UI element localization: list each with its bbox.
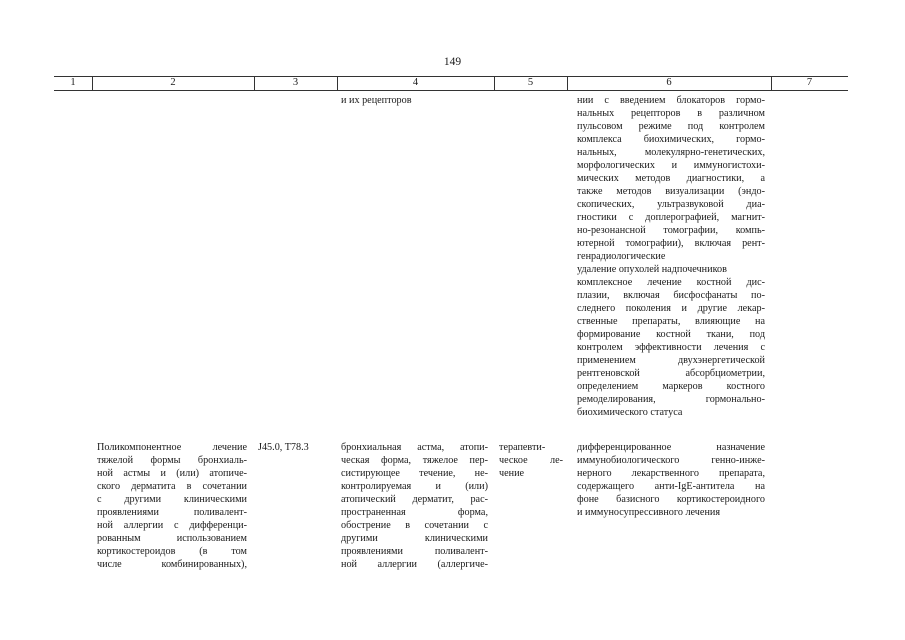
text-line: контролем эффективности лечения с	[577, 342, 765, 353]
text-line: ского дерматита в сочетании	[97, 481, 247, 492]
text-line: Поликомпонентное лечение	[97, 442, 247, 453]
text-line: рентгеновской абсорбциометрии,	[577, 368, 765, 379]
column-number-7: 7	[806, 77, 813, 88]
text-line: атопический дерматит, рас-	[341, 494, 488, 505]
text-line: контролируемая и (или)	[341, 481, 488, 492]
text-line: другими клиническими	[341, 533, 488, 544]
text-line: ственные препараты, влияющие на	[577, 316, 765, 327]
text-line: генрадиологические	[577, 251, 666, 262]
text-line: фоне базисного кортикостероидного	[577, 494, 765, 505]
text-line: ческая форма, тяжелое пер-	[341, 455, 488, 466]
text-line: и иммуносупрессивного лечения	[577, 507, 721, 518]
text-line: содержащего анти-IgE-антитела на	[577, 481, 765, 492]
text-line: формирование костной ткани, под	[577, 329, 765, 340]
text-line: кортикостероидов (в том	[97, 546, 247, 557]
text-line: терапевти-	[499, 442, 546, 453]
text-line: гностики с доплерографией, магнит-	[577, 212, 765, 223]
row2-col5-text	[499, 441, 563, 480]
text-line: иммунобиологического генно-инже-	[577, 455, 765, 466]
text-line: ремоделирования, гормонально-	[577, 394, 765, 405]
row1-col4-text	[341, 94, 491, 107]
text-line: ной аллергии (аллергиче-	[341, 559, 488, 570]
row2-col3-text	[258, 441, 336, 454]
text-line: нальных рецепторов в различном	[577, 108, 765, 119]
text-line: обострение в сочетании с	[341, 520, 488, 531]
column-number-4: 4	[412, 77, 419, 88]
text-line: также методов визуализации (эндо-	[577, 186, 765, 197]
page-number: 149	[443, 56, 462, 68]
text-line: пульсовом режиме под контролем	[577, 121, 765, 132]
text-line: биохимического статуса	[577, 407, 683, 418]
text-line: но-резонансной томографии, компь-	[577, 225, 765, 236]
text-line: определением маркеров костного	[577, 381, 765, 392]
text-line: проявлениями поливалент-	[97, 507, 247, 518]
text-line: систирующее течение, не-	[341, 468, 488, 479]
text-line: мических методов диагностики, а	[577, 173, 765, 184]
text-line: следнего поколения и другие лекар-	[577, 303, 765, 314]
text-line: морфологических и иммуногистохи-	[577, 160, 765, 171]
column-number-5: 5	[527, 77, 534, 88]
text-line: удаление опухолей надпочечников	[577, 264, 727, 275]
column-number-1: 1	[70, 77, 76, 88]
text-line: дифференцированное назначение	[577, 442, 765, 453]
text-line: ютерной томографии), включая рент-	[577, 238, 765, 249]
text-line: чение	[499, 468, 525, 479]
text-line: пространенная форма,	[341, 507, 488, 518]
text-line: и их рецепторов	[341, 95, 412, 106]
text-line: рованным использованием	[97, 533, 247, 544]
row1-col6-text	[577, 94, 765, 419]
icd-codes: J45.0, T78.3	[258, 442, 309, 453]
column-number-6: 6	[666, 77, 672, 88]
text-line: нерного лекарственного препарата,	[577, 468, 765, 479]
text-line: тяжелой формы бронхиаль-	[97, 455, 247, 466]
row2-col4-text	[341, 441, 488, 571]
text-line: ной астмы и (или) атопиче-	[97, 468, 247, 479]
text-line: нии с введением блокаторов гормо-	[577, 95, 765, 106]
column-number-3: 3	[292, 77, 299, 88]
column-number-2: 2	[170, 77, 176, 88]
text-line: скопических, ультразвуковой диа-	[577, 199, 765, 210]
text-line: бронхиальная астма, атопи-	[341, 442, 488, 453]
text-line: проявлениями поливалент-	[341, 546, 488, 557]
text-line: ной аллергии с дифференци-	[97, 520, 247, 531]
text-line: комплекса биохимических, гормо-	[577, 134, 765, 145]
text-line: применением двухэнергетической	[577, 355, 765, 366]
row2-col2-text	[97, 441, 247, 571]
text-line: ческое ле-	[499, 455, 563, 466]
row2-col6-text	[577, 441, 765, 519]
text-line: нальных, молекулярно-генетических,	[577, 147, 765, 158]
text-line: числе комбинированных),	[97, 559, 247, 570]
text-line: плазии, включая бисфосфанаты по-	[577, 290, 765, 301]
text-line: с другими клиническими	[97, 494, 247, 505]
table-header-bottom-border	[54, 90, 848, 91]
text-line: комплексное лечение костной дис-	[577, 277, 765, 288]
